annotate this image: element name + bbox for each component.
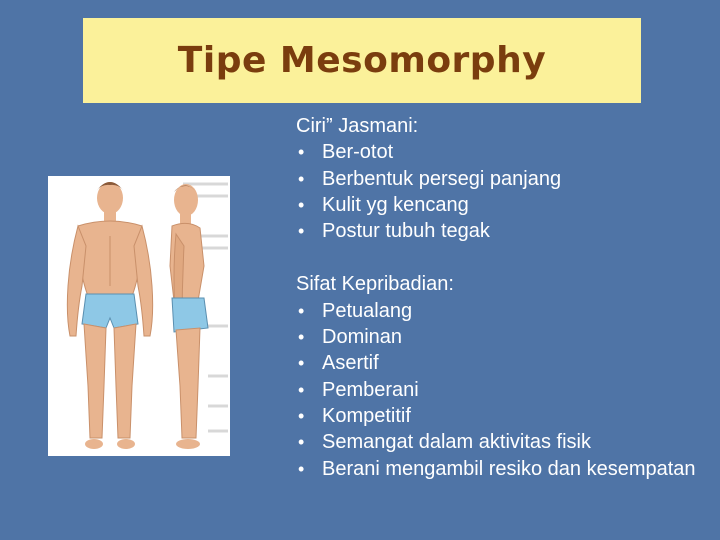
- personality-traits-heading: Sifat Kepribadian:: [296, 273, 454, 296]
- personality-traits-list: [296, 298, 696, 482]
- physical-traits-heading: Ciri” Jasmani:: [296, 115, 419, 137]
- content-text: [296, 113, 696, 482]
- title-box: [83, 18, 641, 103]
- list-item: • Kulit yg kencang: [296, 192, 696, 218]
- list-item: • Ber-otot: [296, 139, 696, 165]
- slide-title: Tipe Mesomorphy: [177, 40, 547, 81]
- list-item: • Asertif: [296, 350, 696, 376]
- list-item: • Kompetitif: [296, 403, 696, 429]
- list-item: • Semangat dalam aktivitas fisik: [296, 429, 696, 455]
- list-item: • Pemberani: [296, 377, 696, 403]
- mesomorph-body-illustration: [48, 176, 230, 456]
- list-item: • Postur tubuh tegak: [296, 218, 696, 244]
- list-item: • Dominan: [296, 324, 696, 350]
- list-item: • Petualang: [296, 298, 696, 324]
- side-figure: [170, 184, 208, 449]
- list-item: • Berbentuk persegi panjang: [296, 166, 696, 192]
- physical-traits-list: [296, 139, 696, 244]
- front-figure: [67, 182, 152, 449]
- list-item: • Berani mengambil resiko dan kesempatan: [296, 456, 696, 482]
